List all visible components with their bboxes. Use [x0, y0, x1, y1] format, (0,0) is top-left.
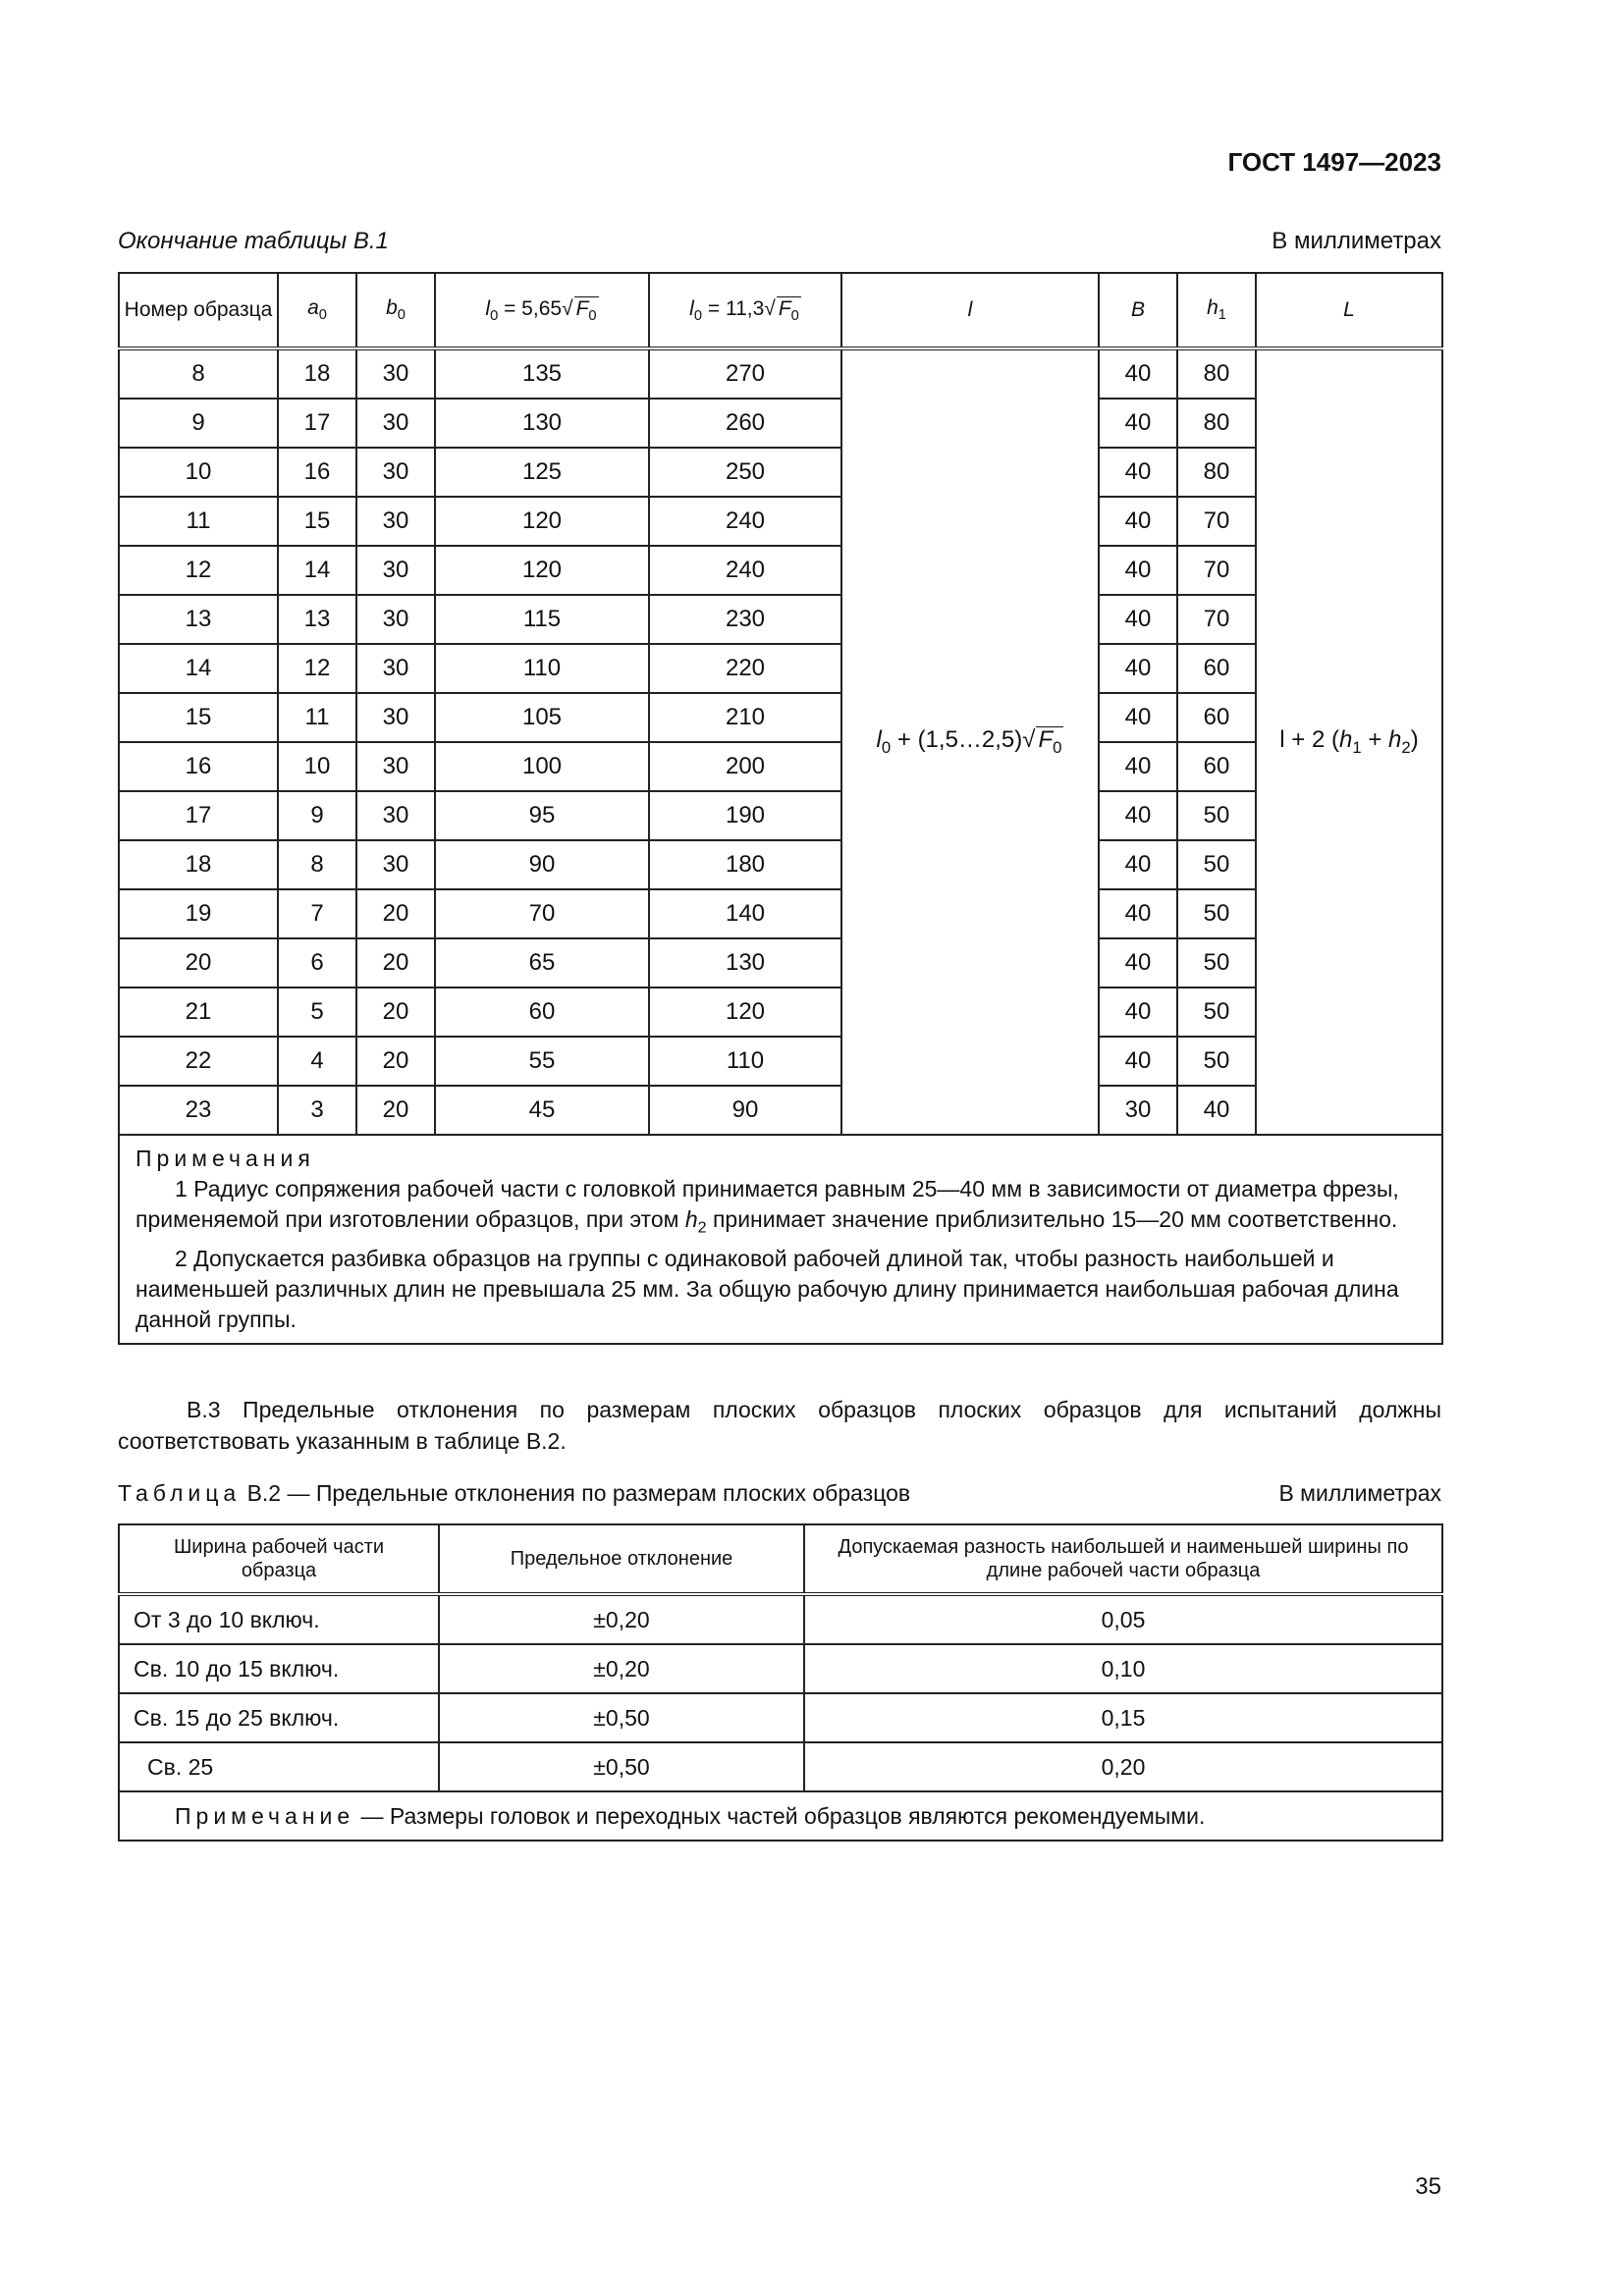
table-row [119, 399, 1442, 448]
cell-b0: 20 [356, 938, 435, 988]
col-number-header: Номер образца [119, 273, 278, 348]
col-b0-header: $b_0$ [356, 273, 435, 348]
cell-l0-long: 90 [649, 1086, 841, 1135]
cell-deviation: ±0,20 [439, 1594, 804, 1644]
cell-number: 9 [119, 399, 278, 448]
note-2: 2 Допускается разбивка образцов на группы с одинаковой рабочей длиной так, чтобы разность наибольшей и наименьшей различных длин не превышала 25 мм. За общую рабочую длину принимается наибольшая рабочая длина данной группы. [135, 1245, 1399, 1332]
table-row [119, 1037, 1442, 1086]
cell-number: 23 [119, 1086, 278, 1135]
cell-number: 17 [119, 791, 278, 840]
cell-number: 22 [119, 1037, 278, 1086]
table-row [119, 1086, 1442, 1135]
table2-body [119, 1594, 1442, 1791]
table2-units: В миллиметрах [1278, 1480, 1441, 1506]
col-a0-header: $a_0$ [278, 273, 356, 348]
cell-B: 40 [1099, 644, 1177, 693]
cell-l0-long: 230 [649, 595, 841, 644]
col-difference-header: Допускаемая разность наибольшей и наименьшей ширины по длине рабочей части образца [804, 1524, 1442, 1594]
cell-number: 10 [119, 448, 278, 497]
cell-h1: 50 [1177, 791, 1256, 840]
cell-b0: 30 [356, 348, 435, 399]
table1-units: В миллиметрах [1272, 228, 1441, 254]
cell-number: 13 [119, 595, 278, 644]
cell-h1: 80 [1177, 448, 1256, 497]
col-h1-header: $h_1$ [1177, 273, 1256, 348]
cell-a0: 4 [278, 1037, 356, 1086]
cell-difference: 0,10 [804, 1644, 1442, 1693]
table-row [119, 889, 1442, 938]
cell-a0: 13 [278, 595, 356, 644]
cell-L-formula: l + 2 $(h_1 + h_2)$ [1256, 348, 1442, 1135]
standard-designation: ГОСТ 1497—2023 [1227, 147, 1441, 177]
cell-l0-short: 95 [435, 791, 649, 840]
table2 [118, 1523, 1443, 1842]
table2-header-row [119, 1524, 1442, 1594]
table-row [119, 1594, 1442, 1644]
cell-l0-long: 240 [649, 497, 841, 546]
cell-number: 19 [119, 889, 278, 938]
table2-note: Примечание — Размеры головок и переходных частей образцов являются рекомендуемыми. [119, 1791, 1442, 1841]
cell-l-formula: $l_0$ + (1,5…2,5)√ $F_0$ [841, 348, 1099, 1135]
cell-B: 40 [1099, 1037, 1177, 1086]
col-B-header: B [1099, 273, 1177, 348]
table-row [119, 448, 1442, 497]
cell-l0-short: 90 [435, 840, 649, 889]
cell-a0: 5 [278, 988, 356, 1037]
cell-l0-long: 210 [649, 693, 841, 742]
cell-b0: 20 [356, 1086, 435, 1135]
cell-h1: 50 [1177, 889, 1256, 938]
cell-a0: 6 [278, 938, 356, 988]
table-row [119, 348, 1442, 399]
cell-h1: 60 [1177, 693, 1256, 742]
table-row [119, 693, 1442, 742]
cell-l0-short: 135 [435, 348, 649, 399]
cell-b0: 30 [356, 644, 435, 693]
notes-title: Примечания [135, 1146, 315, 1171]
cell-h1: 80 [1177, 399, 1256, 448]
cell-a0: 18 [278, 348, 356, 399]
table1-body [119, 348, 1442, 1135]
table-row [119, 546, 1442, 595]
cell-a0: 10 [278, 742, 356, 791]
cell-b0: 30 [356, 840, 435, 889]
cell-h1: 70 [1177, 497, 1256, 546]
cell-l0-short: 70 [435, 889, 649, 938]
col-L-header: L [1256, 273, 1442, 348]
cell-l0-short: 45 [435, 1086, 649, 1135]
cell-width: Св. 10 до 15 включ. [119, 1644, 439, 1693]
table1-header-row [119, 273, 1442, 348]
cell-l0-short: 60 [435, 988, 649, 1037]
cell-B: 40 [1099, 546, 1177, 595]
cell-h1: 80 [1177, 348, 1256, 399]
cell-width: От 3 до 10 включ. [119, 1594, 439, 1644]
cell-l0-long: 200 [649, 742, 841, 791]
cell-a0: 7 [278, 889, 356, 938]
cell-B: 40 [1099, 742, 1177, 791]
col-l-header: l [841, 273, 1099, 348]
cell-number: 20 [119, 938, 278, 988]
cell-B: 40 [1099, 938, 1177, 988]
table-row [119, 1693, 1442, 1742]
cell-h1: 50 [1177, 938, 1256, 988]
cell-l0-short: 110 [435, 644, 649, 693]
table-row [119, 1644, 1442, 1693]
cell-h1: 40 [1177, 1086, 1256, 1135]
cell-h1: 50 [1177, 988, 1256, 1037]
table-row [119, 497, 1442, 546]
cell-difference: 0,15 [804, 1693, 1442, 1742]
cell-a0: 8 [278, 840, 356, 889]
cell-h1: 60 [1177, 644, 1256, 693]
cell-B: 40 [1099, 595, 1177, 644]
cell-b0: 30 [356, 546, 435, 595]
cell-l0-short: 105 [435, 693, 649, 742]
table-row [119, 644, 1442, 693]
table-row [119, 595, 1442, 644]
cell-l0-short: 120 [435, 497, 649, 546]
cell-a0: 3 [278, 1086, 356, 1135]
cell-deviation: ±0,50 [439, 1742, 804, 1791]
cell-number: 8 [119, 348, 278, 399]
cell-number: 16 [119, 742, 278, 791]
col-width-header: Ширина рабочей части образца [119, 1524, 439, 1594]
cell-a0: 11 [278, 693, 356, 742]
clause-b3: В.3 Предельные отклонения по размерам плоских образцов плоских образцов для испытаний должны соответствовать указанным в таблице В.2. [118, 1397, 1441, 1454]
cell-a0: 17 [278, 399, 356, 448]
table1 [118, 272, 1443, 1345]
cell-B: 40 [1099, 791, 1177, 840]
cell-h1: 50 [1177, 840, 1256, 889]
cell-width: Св. 25 [119, 1742, 439, 1791]
col-deviation-header: Предельное отклонение [439, 1524, 804, 1594]
cell-l0-long: 190 [649, 791, 841, 840]
cell-a0: 15 [278, 497, 356, 546]
cell-difference: 0,20 [804, 1742, 1442, 1791]
table2-note-row [119, 1791, 1442, 1841]
table-row [119, 938, 1442, 988]
table-row [119, 988, 1442, 1037]
cell-b0: 20 [356, 988, 435, 1037]
cell-b0: 30 [356, 693, 435, 742]
cell-B: 40 [1099, 693, 1177, 742]
cell-l0-long: 240 [649, 546, 841, 595]
table-row [119, 742, 1442, 791]
cell-b0: 30 [356, 497, 435, 546]
cell-l0-long: 180 [649, 840, 841, 889]
cell-b0: 30 [356, 399, 435, 448]
cell-a0: 12 [278, 644, 356, 693]
cell-h1: 50 [1177, 1037, 1256, 1086]
cell-l0-long: 120 [649, 988, 841, 1037]
cell-difference: 0,05 [804, 1594, 1442, 1644]
cell-B: 40 [1099, 840, 1177, 889]
cell-l0-short: 55 [435, 1037, 649, 1086]
cell-B: 30 [1099, 1086, 1177, 1135]
table-row [119, 840, 1442, 889]
cell-a0: 9 [278, 791, 356, 840]
cell-B: 40 [1099, 988, 1177, 1037]
table1-notes [119, 1135, 1442, 1344]
cell-b0: 20 [356, 1037, 435, 1086]
cell-l0-long: 130 [649, 938, 841, 988]
cell-b0: 30 [356, 791, 435, 840]
cell-l0-short: 130 [435, 399, 649, 448]
cell-number: 18 [119, 840, 278, 889]
cell-b0: 20 [356, 889, 435, 938]
cell-deviation: ±0,20 [439, 1644, 804, 1693]
cell-l0-short: 120 [435, 546, 649, 595]
note-1: 1 Радиус сопряжения рабочей части с головкой принимается равным 25—40 мм в зависимости от диаметра фрезы, применяемой при изготовлении образцов, при этом $h_2$ принимает значение приблизительно 15—20 мм соответственно. [135, 1176, 1399, 1237]
col-l0-short-header: $l_0 = 5,65√$ $F_0$ [435, 273, 649, 348]
cell-number: 15 [119, 693, 278, 742]
cell-l0-short: 65 [435, 938, 649, 988]
cell-number: 14 [119, 644, 278, 693]
cell-l0-short: 125 [435, 448, 649, 497]
cell-b0: 30 [356, 742, 435, 791]
table-row [119, 1742, 1442, 1791]
col-l0-long-header: $l_0 = 11,3√$ $F_0$ [649, 273, 841, 348]
cell-h1: 60 [1177, 742, 1256, 791]
table2-caption: Таблица В.2 — Предельные отклонения по размерам плоских образцов [118, 1480, 911, 1506]
cell-number: 21 [119, 988, 278, 1037]
cell-number: 11 [119, 497, 278, 546]
cell-b0: 30 [356, 595, 435, 644]
cell-B: 40 [1099, 889, 1177, 938]
cell-l0-long: 140 [649, 889, 841, 938]
cell-B: 40 [1099, 399, 1177, 448]
cell-b0: 30 [356, 448, 435, 497]
cell-B: 40 [1099, 348, 1177, 399]
cell-h1: 70 [1177, 546, 1256, 595]
cell-l0-long: 220 [649, 644, 841, 693]
cell-a0: 16 [278, 448, 356, 497]
cell-number: 12 [119, 546, 278, 595]
page-number: 35 [1415, 2173, 1441, 2200]
cell-h1: 70 [1177, 595, 1256, 644]
cell-a0: 14 [278, 546, 356, 595]
table-row [119, 791, 1442, 840]
cell-B: 40 [1099, 448, 1177, 497]
table1-notes-row [119, 1135, 1442, 1344]
cell-B: 40 [1099, 497, 1177, 546]
cell-l0-long: 250 [649, 448, 841, 497]
cell-l0-long: 270 [649, 348, 841, 399]
cell-width: Св. 15 до 25 включ. [119, 1693, 439, 1742]
cell-l0-short: 100 [435, 742, 649, 791]
cell-l0-short: 115 [435, 595, 649, 644]
cell-l0-long: 260 [649, 399, 841, 448]
cell-deviation: ±0,50 [439, 1693, 804, 1742]
cell-l0-long: 110 [649, 1037, 841, 1086]
table1-caption: Окончание таблицы В.1 [118, 228, 389, 254]
